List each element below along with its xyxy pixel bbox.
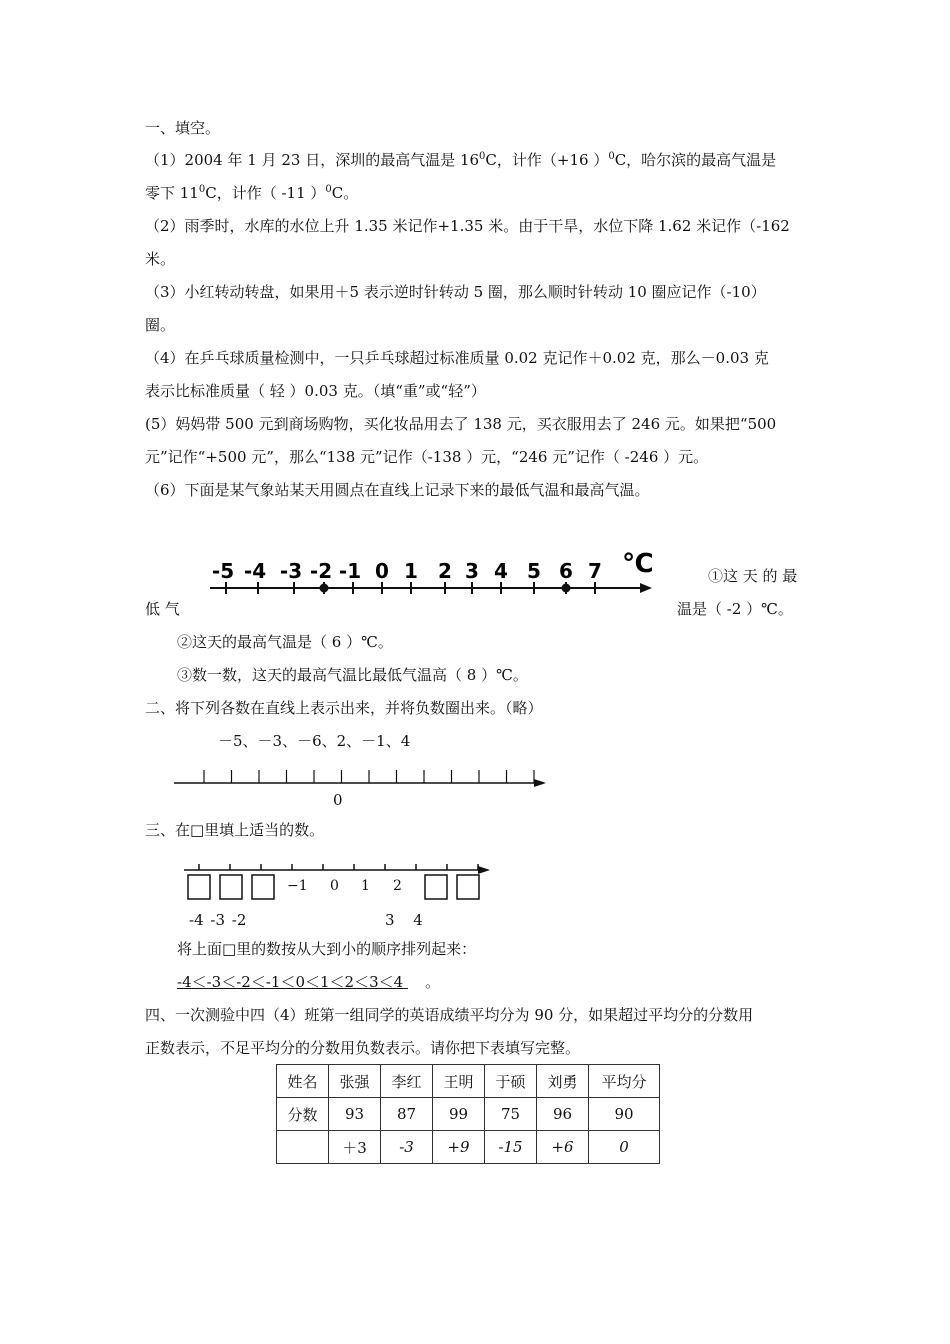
table-header-cell: 张强 xyxy=(329,1065,381,1098)
number-line-label: -2 xyxy=(309,559,333,583)
table-cell: -15 xyxy=(485,1131,537,1164)
boxes-line-arrow xyxy=(478,866,490,874)
question-4-line-2: 表示比标准质量（ 轻 ）0.03 克。（填“重”或“轻”） xyxy=(145,382,486,400)
score-table xyxy=(276,1064,660,1164)
table-header-cell: 刘勇 xyxy=(537,1065,589,1098)
celsius-unit-label: ℃ xyxy=(622,549,654,579)
table-cell: 87 xyxy=(381,1098,433,1131)
boxes-answers-right: 3 4 xyxy=(385,911,423,929)
boxes-line-label: 0 xyxy=(330,878,339,894)
answer-box xyxy=(188,875,210,899)
question-5-line-2: 元”记作“+500 元”，那么“138 元”记作（-138 ）元，“246 元”记作（ -246 ）元。 xyxy=(145,448,709,466)
number-line-label: 5 xyxy=(527,559,541,583)
temperature-number-line xyxy=(200,548,670,608)
answer-box xyxy=(425,875,447,899)
question-3-line-2: 圈。 xyxy=(145,316,176,334)
table-header-cell: 李红 xyxy=(381,1065,433,1098)
answer-period: 。 xyxy=(425,973,441,991)
question-3-line-1: （3）小红转动转盘，如果用＋5 表示逆时针转动 5 圈，那么顺时针转动 10 圈应记作（-10） xyxy=(145,283,766,301)
sub-question-2: ②这天的最高气温是（ 6 ）℃。 xyxy=(177,633,393,651)
table-cell: 90 xyxy=(589,1098,660,1131)
section-4-line-1: 四、一次测验中四（4）班第一组同学的英语成绩平均分为 90 分，如果超过平均分的分数用 xyxy=(145,1006,754,1024)
temperature-point xyxy=(562,584,571,593)
blank-line-arrow xyxy=(534,779,546,787)
number-line-label: 1 xyxy=(404,559,418,583)
answer-box xyxy=(252,875,274,899)
table-header-cell: 王明 xyxy=(433,1065,485,1098)
table-row xyxy=(277,1098,660,1131)
table-cell: 分数 xyxy=(277,1098,329,1131)
table-row xyxy=(277,1065,660,1098)
question-4-line-1: （4）在乒乓球质量检测中，一只乒乓球超过标准质量 0.02 克记作＋0.02 克，那么－0.03 克 xyxy=(145,349,769,367)
sub-question-1-answer: 温是（ -2 ）℃。 xyxy=(677,600,793,618)
table-cell: ＋3 xyxy=(329,1131,381,1164)
table-cell: 99 xyxy=(433,1098,485,1131)
table-header-cell: 于硕 xyxy=(485,1065,537,1098)
section-3-answer xyxy=(177,972,440,992)
question-1-line-2: 零下 $11^0C$，计作（ -11 ）$^0$C。 xyxy=(145,184,359,202)
blank-line-zero-label: 0 xyxy=(333,791,343,809)
boxes-line-label: −1 xyxy=(287,878,308,894)
question-2-line-2: 米。 xyxy=(145,250,176,268)
boxes-number-line xyxy=(180,858,500,902)
question-2-line-1: （2）雨季时，水库的水位上升 1.35 米记作+1.35 米。由于干旱，水位下降 1.62 米记作（-162 xyxy=(145,217,790,235)
question-1-line-1: （1）2004 年 1 月 23 日，深圳的最高气温是 $16^0C$，计作（+16 ）$^0$C，哈尔滨的最高气温是 xyxy=(145,151,777,169)
table-header-cell: 平均分 xyxy=(589,1065,660,1098)
number-line-label: 3 xyxy=(465,559,479,583)
number-line-label: -3 xyxy=(279,559,303,583)
number-line-label: 7 xyxy=(588,559,602,583)
boxes-line-label: 1 xyxy=(361,878,370,894)
sub-question-1-right: ①这 天 的 最 xyxy=(708,567,798,585)
section-1-title: 一、填空。 xyxy=(145,119,221,137)
temperature-point xyxy=(320,584,329,593)
number-line-label: 6 xyxy=(559,559,573,583)
number-line-label: 2 xyxy=(438,559,452,583)
blank-number-line xyxy=(170,764,555,794)
table-row xyxy=(277,1131,660,1164)
table-cell: 93 xyxy=(329,1098,381,1131)
table-cell: 0 xyxy=(589,1131,660,1164)
number-line-label: -4 xyxy=(243,559,267,583)
boxes-line-label: 2 xyxy=(393,878,402,894)
section-3-instruction: 将上面□里的数按从大到小的顺序排列起来： xyxy=(177,940,477,958)
table-cell: 75 xyxy=(485,1098,537,1131)
table-cell: +6 xyxy=(537,1131,589,1164)
number-line-label: 4 xyxy=(494,559,508,583)
sub-question-3: ③数一数，这天的最高气温比最低气温高（ 8 ）℃。 xyxy=(177,666,528,684)
number-line-label: -1 xyxy=(338,559,362,583)
boxes-answers-left: -4 -3 -2 xyxy=(189,911,247,929)
table-cell: -3 xyxy=(381,1131,433,1164)
number-line-label: -5 xyxy=(211,559,235,583)
table-header-cell: 姓名 xyxy=(277,1065,329,1098)
number-line-arrow xyxy=(640,583,652,593)
section-2-title: 二、将下列各数在直线上表示出来，并将负数圈出来。（略） xyxy=(145,699,543,717)
section-2-numbers: －5、－3、－6、2、－1、4 xyxy=(218,732,411,750)
table-cell xyxy=(277,1131,329,1164)
question-5-line-1: (5）妈妈带 500 元到商场购物，买化妆品用去了 138 元，买衣服用去了 246 元。如果把“500 xyxy=(145,415,777,433)
question-6-line: （6）下面是某气象站某天用圆点在直线上记录下来的最低气温和最高气温。 xyxy=(145,481,650,499)
table-cell: +9 xyxy=(433,1131,485,1164)
table-cell: 96 xyxy=(537,1098,589,1131)
answer-box xyxy=(220,875,242,899)
section-3-title: 三、在□里填上适当的数。 xyxy=(145,821,325,839)
section-4-line-2: 正数表示，不足平均分的分数用负数表示。请你把下表填写完整。 xyxy=(145,1039,581,1057)
answer-box xyxy=(457,875,479,899)
ordered-answer: -4＜-3＜-2＜-1＜0＜1＜2＜3＜4 xyxy=(177,973,404,991)
number-line-label: 0 xyxy=(375,559,389,583)
sub-question-1-left: 低 气 xyxy=(145,600,180,618)
